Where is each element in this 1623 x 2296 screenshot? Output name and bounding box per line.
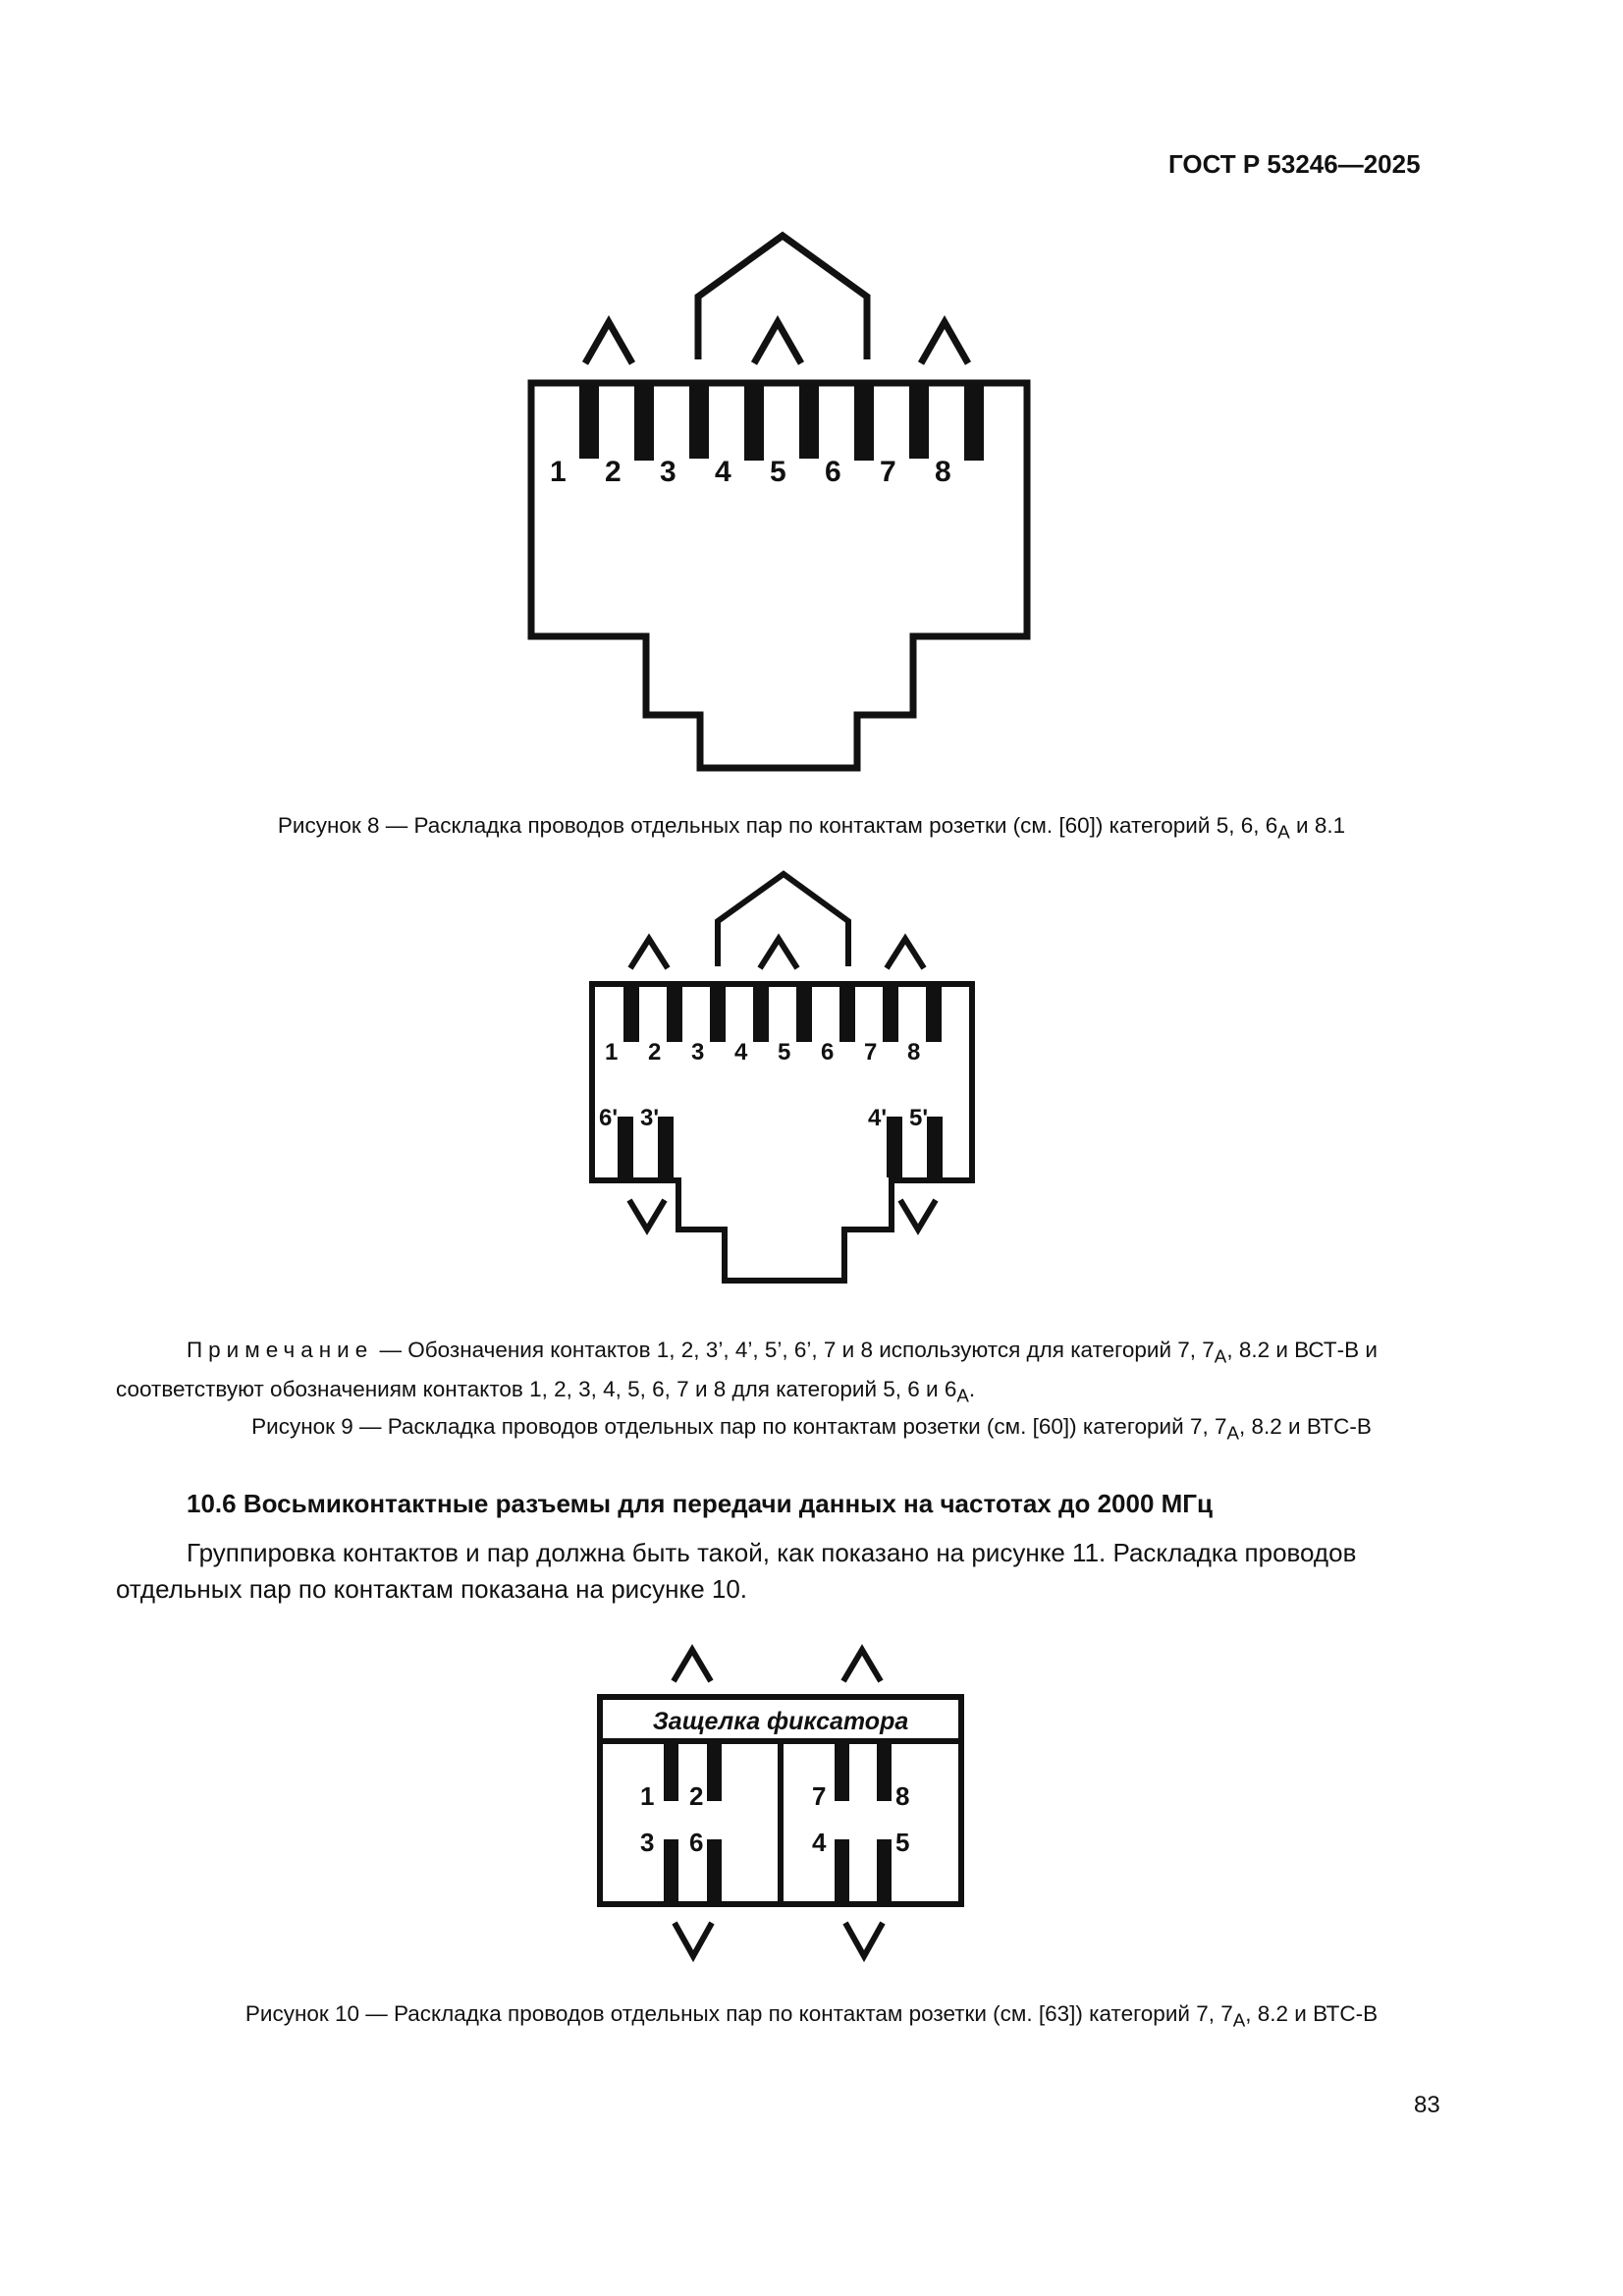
contact-number: 6	[689, 1828, 704, 1857]
contact-number: 1	[550, 456, 567, 488]
pair-arrow-down-left	[675, 1923, 712, 1956]
lower-contact-number: 5'	[909, 1105, 929, 1131]
lower-contact-number: 4'	[868, 1105, 888, 1131]
contact-bar-lower	[707, 1839, 722, 1901]
lower-contact-bar	[658, 1117, 674, 1177]
pair-arrow-left	[585, 322, 632, 363]
contact-bar-lower	[835, 1839, 849, 1901]
pair-arrow-left	[630, 939, 668, 968]
contact-number: 4	[734, 1039, 748, 1066]
contact-number: 8	[935, 456, 951, 488]
section-heading: 10.6 Восьмиконтактные разъемы для передачи данных на частотах до 2000 МГц	[187, 1489, 1214, 1518]
contact-number: 5	[778, 1039, 791, 1066]
contact-bar	[909, 386, 929, 459]
pair-arrow-right	[887, 939, 924, 968]
pair-arrow-up-right	[843, 1650, 881, 1681]
contact-number: 2	[605, 456, 622, 488]
contact-number: 3	[691, 1039, 705, 1066]
contact-bar	[710, 987, 726, 1042]
document-code: ГОСТ Р 53246—2025	[1168, 149, 1421, 179]
contact-bar	[689, 386, 709, 459]
contact-number: 8	[895, 1781, 910, 1811]
figure-10-diagram	[0, 1620, 1623, 1984]
contact-number: 5	[895, 1828, 910, 1857]
figure-9-diagram	[0, 845, 1623, 1296]
lower-contact-number: 6'	[599, 1105, 619, 1131]
contact-bar	[883, 987, 898, 1042]
latch-label: Защелка фиксатора	[652, 1708, 909, 1735]
contact-number: 3	[660, 456, 676, 488]
pair-arrow-up-left	[674, 1650, 711, 1681]
pair-arrow-down-right	[900, 1200, 936, 1230]
pair-bridge-3-6	[718, 874, 848, 966]
contact-number: 2	[689, 1781, 704, 1811]
contact-bar	[926, 987, 942, 1042]
pair-arrow-down-left	[629, 1200, 665, 1230]
contact-bar	[799, 386, 819, 459]
contact-number: 1	[605, 1039, 619, 1066]
socket-outline	[592, 984, 972, 1281]
lower-contact-bar	[618, 1117, 633, 1177]
contact-bar	[667, 987, 682, 1042]
contact-bar	[796, 987, 812, 1042]
contact-bar-upper	[664, 1744, 678, 1801]
contact-bar	[634, 386, 654, 461]
contact-number: 6	[821, 1039, 835, 1066]
figure-9-caption: Рисунок 9 — Раскладка проводов отдельных пар по контактам розетки (см. [60]) категорий 7, $7_A$, 8.2 и ВТС-В	[251, 1414, 1372, 1444]
contact-bar-lower	[877, 1839, 892, 1901]
figure-8-caption: Рисунок 8 — Раскладка проводов отдельных пар по контактам розетки (см. [60]) категорий 5, 6, $6_A$ и 8.1	[277, 813, 1346, 843]
figure-8-diagram	[0, 0, 1623, 786]
pair-arrow-center	[760, 939, 797, 968]
pair-bridge-3-6	[698, 236, 867, 359]
pair-arrow-right	[921, 322, 968, 363]
pair-arrow-down-right	[845, 1923, 883, 1956]
contact-bar	[753, 987, 769, 1042]
page-number: 83	[1414, 2092, 1440, 2118]
figure-9-note: Примечание — Обозначения контактов 1, 2, 3’, 4’, 5’, 6’, 7 и 8 используются для категорий 7, $7_A$, 8.2 и ВСТ-В и соответствуют обозначениям контактов 1, 2, 3, 4, 5, 6, 7 и 8 для категорий 5, 6 и $6_A$.	[116, 1338, 1378, 1405]
contact-bar	[839, 987, 855, 1042]
pair-arrow-center	[754, 322, 801, 363]
lower-contact-number: 3'	[640, 1105, 660, 1131]
contact-number: 7	[880, 456, 896, 488]
contact-number: 6	[825, 456, 841, 488]
contact-number: 3	[640, 1828, 655, 1857]
contact-bar	[744, 386, 764, 461]
contact-bar	[964, 386, 984, 461]
contact-bar	[854, 386, 874, 461]
section-paragraph: Группировка контактов и пар должна быть такой, как показано на рисунке 11. Раскладка проводов отдельных пар по контактам показана на рисунке 10.	[116, 1538, 1357, 1604]
socket-outline	[531, 383, 1027, 768]
contact-bar-upper	[707, 1744, 722, 1801]
contact-bar-upper	[877, 1744, 892, 1801]
contact-bar-lower	[664, 1839, 678, 1901]
lower-contact-bar	[887, 1117, 902, 1177]
contact-number: 4	[812, 1828, 827, 1857]
lower-contact-bar	[927, 1117, 943, 1177]
contact-bar-upper	[835, 1744, 849, 1801]
contact-number: 4	[715, 456, 731, 488]
contact-number: 2	[648, 1039, 662, 1066]
contact-bar	[579, 386, 599, 459]
contact-number: 8	[907, 1039, 921, 1066]
contact-number: 7	[812, 1781, 827, 1811]
contact-number: 7	[864, 1039, 878, 1066]
contact-number: 1	[640, 1781, 655, 1811]
contact-bar	[623, 987, 639, 1042]
contact-number: 5	[770, 456, 786, 488]
figure-10-caption: Рисунок 10 — Раскладка проводов отдельных пар по контактам розетки (см. [63]) категорий 7, $7_A$, 8.2 и ВТС-В	[244, 2001, 1379, 2031]
